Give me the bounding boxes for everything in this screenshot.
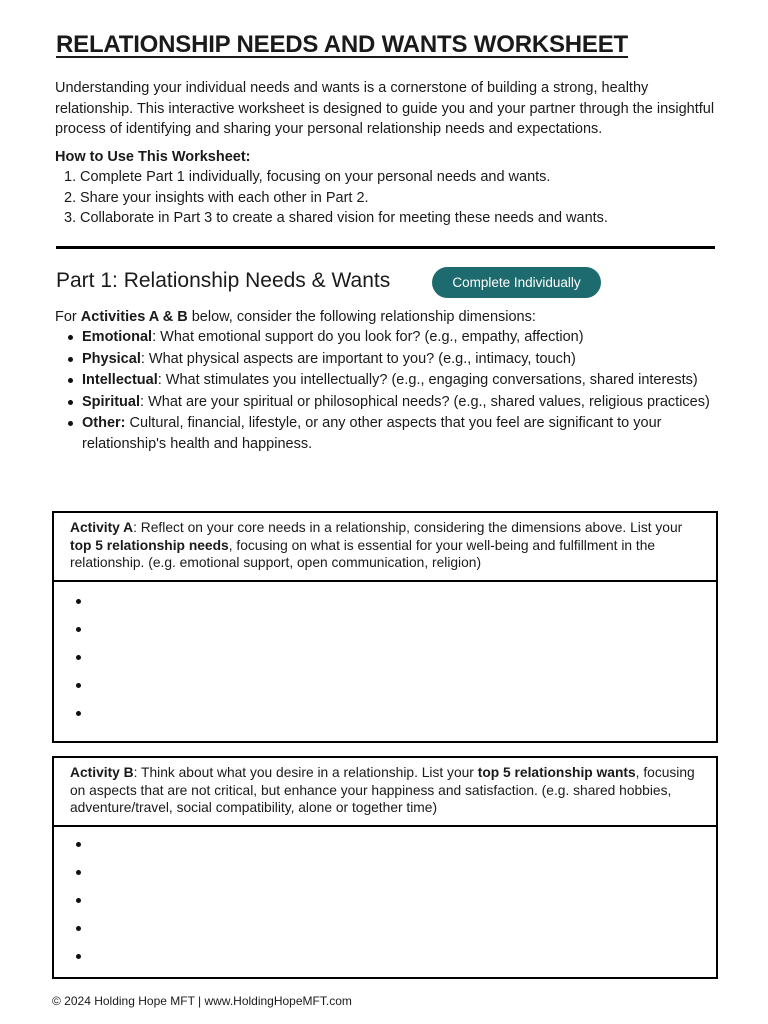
worksheet-title: RELATIONSHIP NEEDS AND WANTS WORKSHEET <box>56 31 628 58</box>
answer-line[interactable] <box>74 640 716 668</box>
activity-a-answer-list[interactable] <box>54 582 716 724</box>
list-item: 1. Complete Part 1 individually, focusing on your personal needs and wants. <box>64 169 551 185</box>
answer-line[interactable] <box>74 696 716 724</box>
bullet-icon <box>64 349 82 370</box>
answer-line[interactable] <box>74 939 716 967</box>
how-to-steps <box>64 167 724 229</box>
answer-line[interactable] <box>74 911 716 939</box>
answer-line[interactable] <box>74 612 716 640</box>
intro-paragraph: Understanding your individual needs and wants is a cornerstone of building a strong, healthy relationship. This interactive worksheet is designed to guide you and your partner through the insightful process of identifying and sharing your personal relationship needs and expectations. <box>55 80 715 137</box>
list-item: Intellectual: What stimulates you intellectually? (e.g., engaging conversations, shared interests) <box>64 370 714 391</box>
bullet-icon <box>64 413 82 455</box>
bullet-icon <box>64 392 82 413</box>
dimensions-list <box>64 327 714 456</box>
dimensions-intro: For Activities A & B below, consider the following relationship dimensions: <box>55 309 536 325</box>
list-item: 3. Collaborate in Part 3 to create a shared vision for meeting these needs and wants. <box>64 210 608 226</box>
bullet-icon <box>64 370 82 391</box>
list-item: Emotional: What emotional support do you look for? (e.g., empathy, affection) <box>64 327 714 348</box>
how-to-heading: How to Use This Worksheet: <box>55 149 251 165</box>
answer-line[interactable] <box>74 827 716 855</box>
list-item: 2. Share your insights with each other in Part 2. <box>64 189 369 206</box>
activity-b-answer-list[interactable] <box>54 827 716 967</box>
list-item: Physical: What physical aspects are important to you? (e.g., intimacy, touch) <box>64 349 714 370</box>
answer-line[interactable] <box>74 855 716 883</box>
part-1-title: Part 1: Relationship Needs & Wants <box>56 269 391 292</box>
activity-a-instructions: Activity A: Reflect on your core needs in a relationship, considering the dimensions above. List your top 5 relationship needs, focusing on what is essential for your well-being and fulfillment in the relationship. (e.g. emotional support, open communication, religion) <box>54 513 716 582</box>
answer-line[interactable] <box>74 883 716 911</box>
list-item: Spiritual: What are your spiritual or philosophical needs? (e.g., shared values, religious practices) <box>64 392 714 413</box>
section-divider <box>56 246 715 249</box>
answer-line[interactable] <box>74 584 716 612</box>
activity-b-instructions: Activity B: Think about what you desire in a relationship. List your top 5 relationship wants, focusing on aspects that are not critical, but enhance your happiness and satisfaction. (e.g. shared hobbies, adventure/travel, social compatibility, alone or together time) <box>54 758 716 827</box>
footer-copyright: © 2024 Holding Hope MFT | www.HoldingHopeMFT.com <box>52 994 352 1008</box>
answer-line[interactable] <box>74 668 716 696</box>
activity-a-box <box>52 511 718 743</box>
list-item: Other: Cultural, financial, lifestyle, or any other aspects that you feel are significant to your relationship's health and happiness. <box>64 413 714 455</box>
activity-b-box <box>52 756 718 979</box>
complete-individually-badge: Complete Individually <box>432 267 601 298</box>
bullet-icon <box>64 327 82 348</box>
